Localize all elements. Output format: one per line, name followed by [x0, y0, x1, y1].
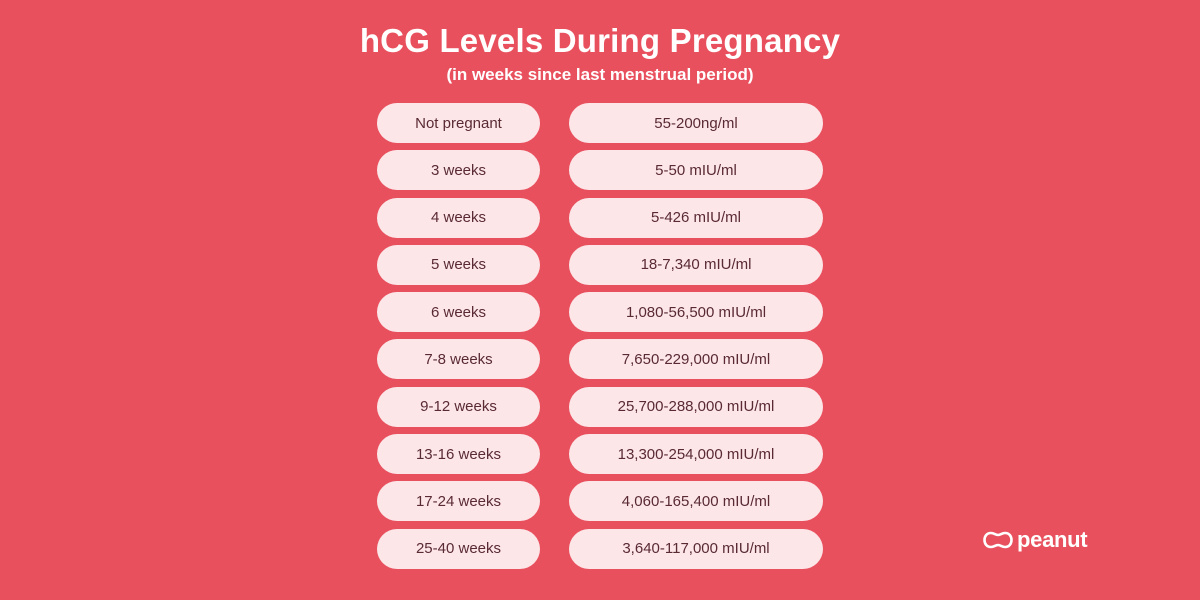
weeks-cell: 9-12 weeks	[377, 387, 540, 427]
hcg-level-cell: 25,700-288,000 mIU/ml	[569, 387, 823, 427]
table-row	[377, 339, 823, 379]
weeks-cell: Not pregnant	[377, 103, 540, 143]
table-row	[377, 198, 823, 238]
weeks-cell: 3 weeks	[377, 150, 540, 190]
hcg-level-cell: 7,650-229,000 mIU/ml	[569, 339, 823, 379]
weeks-cell: 7-8 weeks	[377, 339, 540, 379]
weeks-cell: 25-40 weeks	[377, 529, 540, 569]
hcg-level-cell: 18-7,340 mIU/ml	[569, 245, 823, 285]
table-row	[377, 292, 823, 332]
hcg-level-cell: 5-426 mIU/ml	[569, 198, 823, 238]
hcg-level-cell: 3,640-117,000 mIU/ml	[569, 529, 823, 569]
weeks-cell: 4 weeks	[377, 198, 540, 238]
logo-text: peanut	[1017, 527, 1088, 552]
weeks-cell: 6 weeks	[377, 292, 540, 332]
weeks-cell: 17-24 weeks	[377, 481, 540, 521]
table-row	[377, 387, 823, 427]
weeks-cell: 13-16 weeks	[377, 434, 540, 474]
hcg-level-cell: 55-200ng/ml	[569, 103, 823, 143]
table-row	[377, 150, 823, 190]
page-subtitle: (in weeks since last menstrual period)	[446, 65, 754, 84]
page-title: hCG Levels During Pregnancy	[359, 22, 841, 59]
table-row	[377, 481, 823, 521]
table-row	[377, 245, 823, 285]
table-row	[377, 103, 823, 143]
hcg-level-cell: 1,080-56,500 mIU/ml	[569, 292, 823, 332]
hcg-level-cell: 5-50 mIU/ml	[569, 150, 823, 190]
weeks-cell: 5 weeks	[377, 245, 540, 285]
peanut-icon	[983, 529, 1013, 551]
peanut-logo	[983, 527, 1087, 553]
table-row	[377, 434, 823, 474]
hcg-levels-table	[377, 103, 823, 576]
hcg-level-cell: 13,300-254,000 mIU/ml	[569, 434, 823, 474]
hcg-level-cell: 4,060-165,400 mIU/ml	[569, 481, 823, 521]
table-row	[377, 529, 823, 569]
